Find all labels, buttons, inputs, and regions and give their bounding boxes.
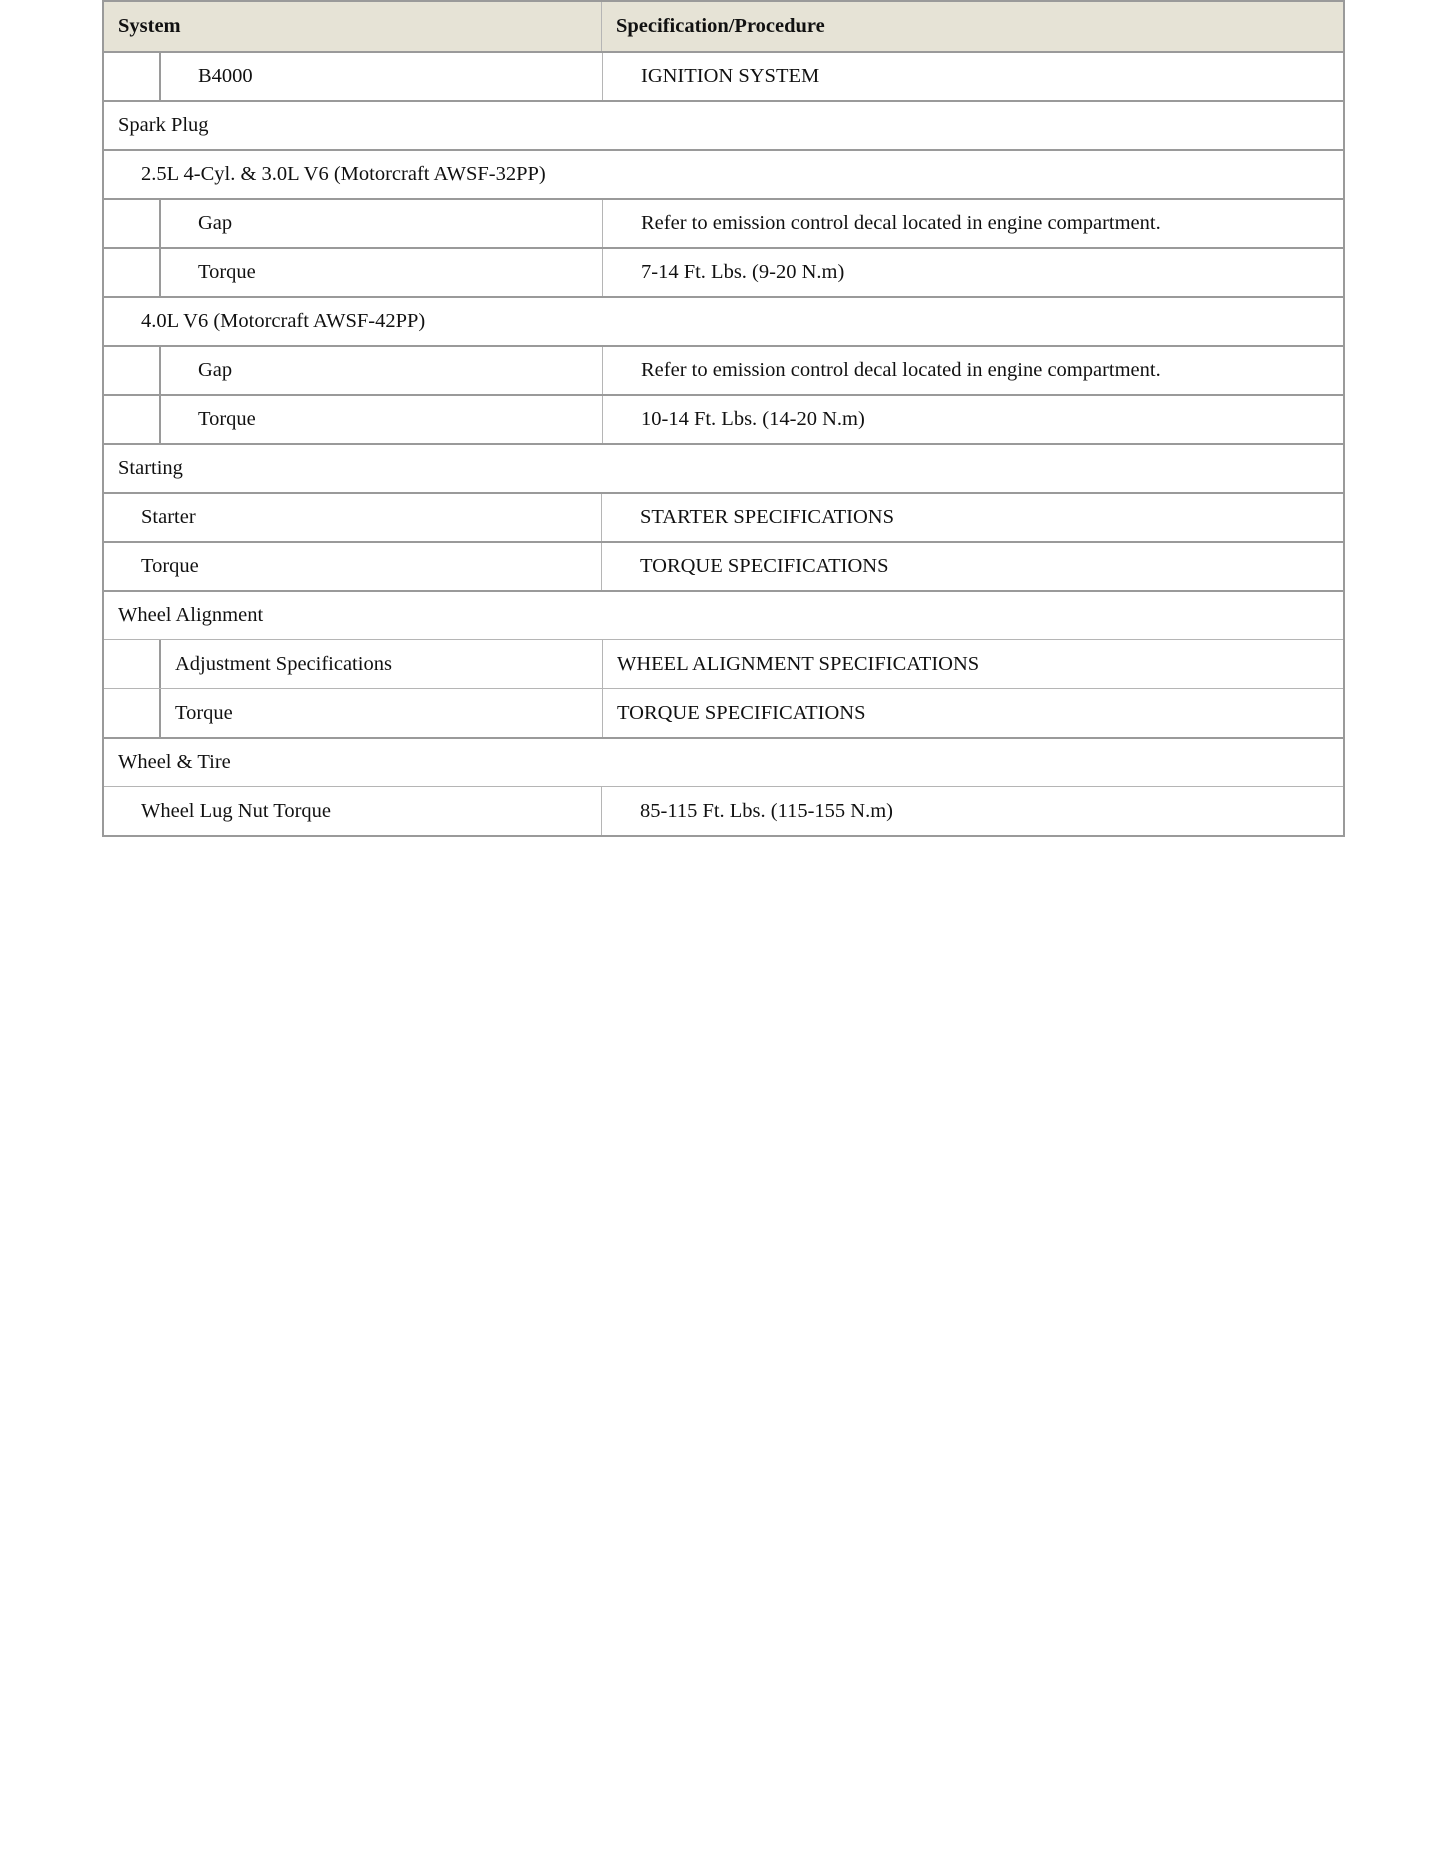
row-value: Refer to emission control decal located in engine compartment. xyxy=(641,212,1161,234)
row-value: 10-14 Ft. Lbs. (14-20 N.m) xyxy=(641,408,865,430)
row-label: Wheel Lug Nut Torque xyxy=(104,787,602,835)
table-row xyxy=(104,639,1343,688)
row-value: TORQUE SPECIFICATIONS xyxy=(640,555,889,577)
row-label: Torque xyxy=(198,261,256,283)
spec-table xyxy=(102,0,1345,837)
indent-spacer xyxy=(104,249,161,296)
table-row xyxy=(104,541,1343,590)
table-row xyxy=(104,345,1343,394)
row-value: WHEEL ALIGNMENT SPECIFICATIONS xyxy=(617,652,980,675)
indent-spacer xyxy=(104,347,161,394)
row-value: Refer to emission control decal located in engine compartment. xyxy=(641,359,1161,381)
table-row xyxy=(104,492,1343,541)
table-row xyxy=(104,296,1343,345)
indent-spacer xyxy=(104,396,161,443)
table-row xyxy=(104,688,1343,737)
row-label: Torque xyxy=(198,408,256,430)
section-label: Wheel Alignment xyxy=(118,604,264,626)
subsection-label: 4.0L V6 (Motorcraft AWSF-42PP) xyxy=(141,310,426,332)
table-row xyxy=(104,149,1343,198)
row-label: Starter xyxy=(104,494,602,541)
subsection-label: 2.5L 4-Cyl. & 3.0L V6 (Motorcraft AWSF-32PP) xyxy=(141,163,546,185)
row-value: STARTER SPECIFICATIONS xyxy=(640,506,894,528)
row-label: Gap xyxy=(198,359,233,381)
section-label: Wheel & Tire xyxy=(118,751,231,773)
row-value: 7-14 Ft. Lbs. (9-20 N.m) xyxy=(641,261,845,283)
table-header-row xyxy=(104,2,1343,51)
header-system: System xyxy=(104,2,602,51)
row-label: Torque xyxy=(175,701,233,724)
header-spec: Specification/Procedure xyxy=(616,15,825,37)
table-row xyxy=(104,51,1343,100)
table-row xyxy=(104,737,1343,786)
indent-spacer xyxy=(104,200,161,247)
table-row xyxy=(104,394,1343,443)
row-value: 85-115 Ft. Lbs. (115-155 N.m) xyxy=(640,799,894,822)
section-label: Spark Plug xyxy=(118,114,209,136)
row-value: TORQUE SPECIFICATIONS xyxy=(617,701,866,724)
row-label: B4000 xyxy=(198,65,253,87)
row-label: Torque xyxy=(104,543,602,590)
indent-spacer xyxy=(104,689,161,737)
indent-spacer xyxy=(104,640,161,688)
table-row xyxy=(104,786,1343,835)
table-row xyxy=(104,247,1343,296)
table-row xyxy=(104,100,1343,149)
row-label: Gap xyxy=(198,212,233,234)
table-row xyxy=(104,198,1343,247)
table-row xyxy=(104,443,1343,492)
row-label: Adjustment Specifications xyxy=(175,652,392,675)
row-value: IGNITION SYSTEM xyxy=(641,65,820,87)
indent-spacer xyxy=(104,53,161,100)
section-label: Starting xyxy=(118,457,183,479)
table-row xyxy=(104,590,1343,639)
